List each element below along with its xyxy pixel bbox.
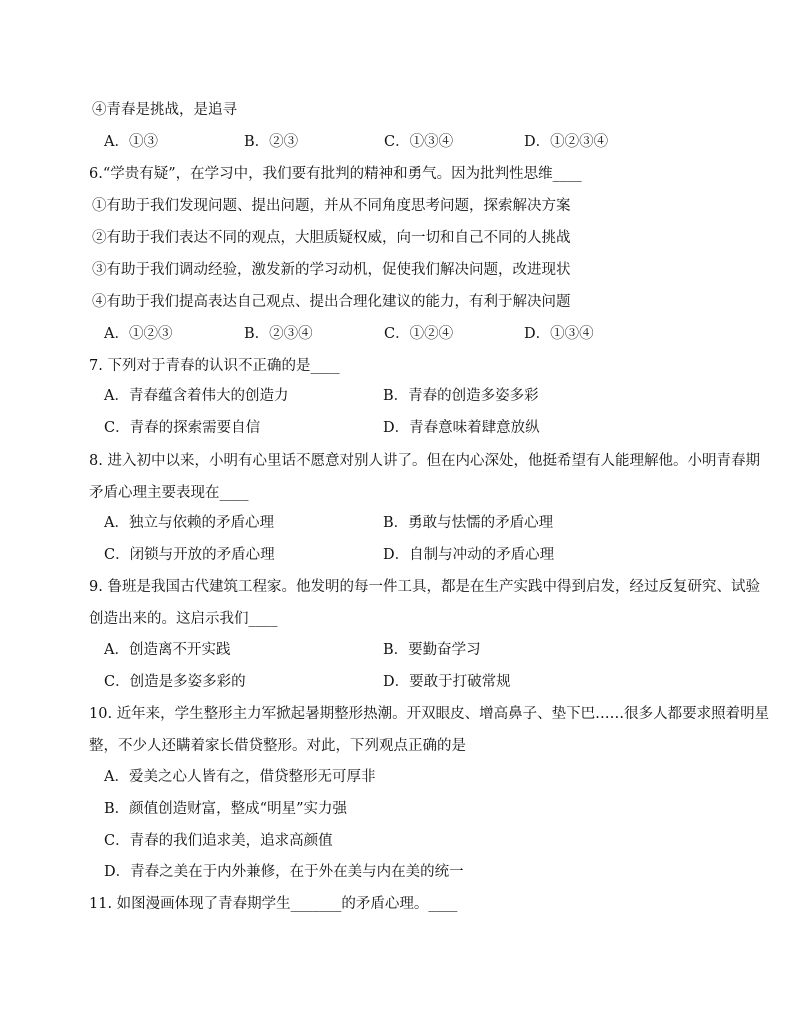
- q10-option-a: A．爱美之心人皆有之，借贷整形无可厚非: [104, 769, 376, 785]
- q6-statement-2: ②有助于我们表达不同的观点，大胆质疑权威，向一切和自己不同的人挑战: [92, 230, 571, 246]
- q6-option-b: B．②③④: [244, 326, 313, 342]
- option-d: D．①②③④: [524, 134, 609, 150]
- q6-option-a: A．①②③: [104, 326, 173, 342]
- q6-option-d: D．①③④: [524, 326, 594, 342]
- q10-option-b: B．颜值创造财富，整成“明星”实力强: [104, 801, 347, 817]
- question-6: 6.“学贵有疑”，在学习中，我们要有批判的精神和勇气。因为批判性思维____: [89, 166, 582, 182]
- q6-statement-1: ①有助于我们发现问题、提出问题，并从不同角度思考问题，探索解决方案: [92, 198, 571, 214]
- q6-statement-4: ④有助于我们提高表达自己观点、提出合理化建议的能力，有利于解决问题: [92, 294, 571, 310]
- question-11: 11. 如图漫画体现了青春期学生_______的矛盾心理。____: [89, 896, 458, 912]
- question-8-line-1: 8. 进入初中以来，小明有心里话不愿意对别人讲了。但在内心深处，他挺希望有人能理解他。小明青春期: [89, 453, 760, 469]
- q7-option-c: C．青春的探索需要自信: [104, 420, 261, 436]
- q8-option-a: A．独立与依赖的矛盾心理: [104, 515, 274, 531]
- q8-option-b: B．勇敢与怯懦的矛盾心理: [383, 515, 554, 531]
- option-a: A．①③: [104, 134, 158, 150]
- question-9-line-2: 创造出来的。这启示我们____: [89, 611, 278, 627]
- q8-option-d: D．自制与冲动的矛盾心理: [383, 547, 555, 563]
- q9-option-b: B．要勤奋学习: [383, 642, 481, 658]
- question-9-line-1: 9. 鲁班是我国古代建筑工程家。他发明的每一件工具，都是在生产实践中得到启发，经过反复研究、试验: [89, 579, 760, 595]
- option-b: B．②③: [244, 134, 299, 150]
- question-10-line-1: 10. 近年来，学生整形主力军掀起暑期整形热潮。开双眼皮、增高鼻子、垫下巴……很多人都要求照着明星: [89, 706, 770, 722]
- option-c: C．①③④: [384, 134, 454, 150]
- q7-option-d: D．青春意味着肆意放纵: [383, 420, 540, 436]
- q6-option-c: C．①②④: [384, 326, 454, 342]
- q9-option-c: C．创造是多姿多彩的: [104, 674, 246, 690]
- question-10-line-2: 整，不少人还瞒着家长借贷整形。对此，下列观点正确的是: [89, 738, 466, 754]
- q9-option-d: D．要敢于打破常规: [383, 674, 511, 690]
- q10-option-c: C．青春的我们追求美，追求高颜值: [104, 833, 333, 849]
- q6-statement-3: ③有助于我们调动经验，激发新的学习动机，促使我们解决问题，改进现状: [92, 262, 571, 278]
- q7-option-a: A．青春蕴含着伟大的创造力: [104, 388, 289, 404]
- q7-option-b: B．青春的创造多姿多彩: [383, 388, 539, 404]
- question-7: 7. 下列对于青春的认识不正确的是____: [89, 358, 340, 374]
- question-8-line-2: 矛盾心理主要表现在____: [89, 485, 249, 501]
- q8-option-c: C．闭锁与开放的矛盾心理: [104, 547, 275, 563]
- q10-option-d: D．青春之美在于内外兼修，在于外在美与内在美的统一: [104, 864, 464, 880]
- q9-option-a: A．创造离不开实践: [104, 642, 231, 658]
- statement-4: ④青春是挑战，是追寻: [92, 102, 237, 118]
